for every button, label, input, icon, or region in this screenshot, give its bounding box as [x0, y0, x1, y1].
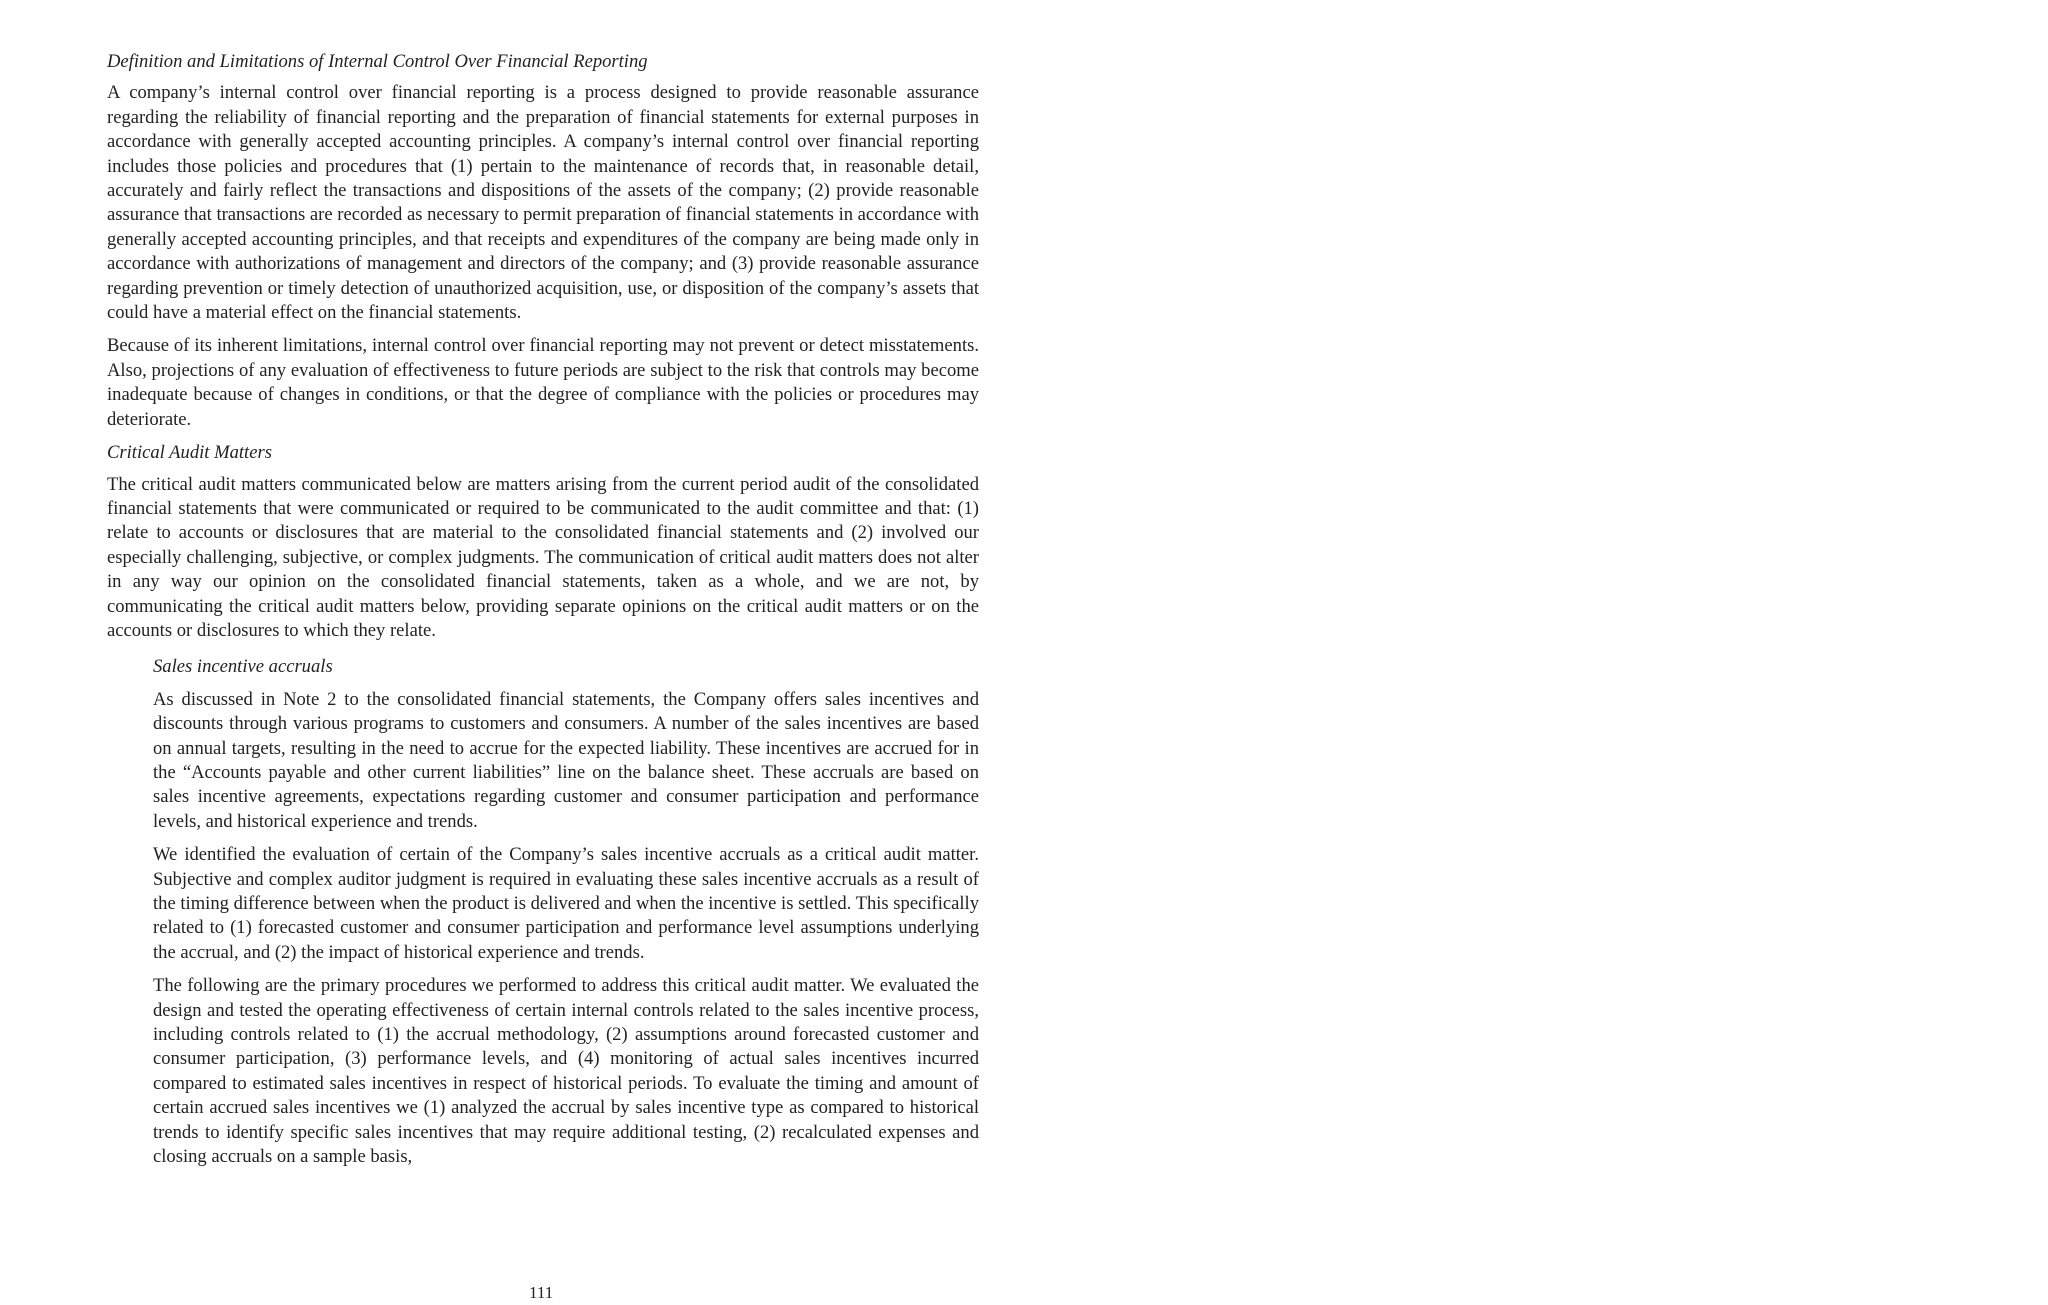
page-number: 111: [529, 1283, 554, 1302]
paragraph-inherent-limitations: Because of its inherent limitations, internal control over financial reporting may not prevent or detect misstatements. Also, projections of any evaluation of effectiveness to future periods are subject to the risk that controls may become inadequate because of changes in conditions, or that the degree of compliance with the policies or procedures may deteriorate.: [107, 335, 979, 430]
subsection-heading-sales-incentive-accruals: Sales incentive accruals: [153, 656, 333, 678]
section-heading-internal-control: Definition and Limitations of Internal Control Over Financial Reporting: [107, 51, 648, 72]
paragraph-sales-incentive-procedures: The following are the primary procedures we performed to address this critical audit matter. We evaluated the design and tested the operating effectiveness of certain internal controls related to the sales incentive process, including controls related to (1) the accrual methodology, (2) assumptions around forecasted customer and consumer participation, (3) performance levels, and (4) monitoring of actual sales incentives incurred compared to estimated sales incentives in respect of historical periods. To evaluate the timing and amount of certain accrued sales incentives we (1) analyzed the accrual by sales incentive type as compared to historical trends to identify specific sales incentives that may require additional testing, (2) recalculated expenses and closing accruals on a sample basis,: [153, 975, 979, 1168]
paragraph-sales-incentive-judgment: We identified the evaluation of certain of the Company’s sales incentive accruals as a critical audit matter. Subjective and complex auditor judgment is required in evaluating these sales incentive accruals as a result of the timing difference between when the product is delivered and when the incentive is settled. This specifically related to (1) forecasted customer and consumer participation and performance level assumptions underlying the accrual, and (2) the impact of historical experience and trends.: [153, 844, 979, 963]
section-heading-critical-audit-matters: Critical Audit Matters: [107, 442, 272, 464]
paragraph-sales-incentive-description: As discussed in Note 2 to the consolidated financial statements, the Company offers sales incentives and discounts through various programs to customers and consumers. A number of the sales incentives are based on annual targets, resulting in the need to accrue for the expected liability. These incentives are accrued for in the “Accounts payable and other current liabilities” line on the balance sheet. These accruals are based on sales incentive agreements, expectations regarding customer and consumer participation and performance levels, and historical experience and trends.: [153, 688, 979, 832]
document-body: [107, 50, 979, 1178]
paragraph-critical-audit-matters: The critical audit matters communicated below are matters arising from the current period audit of the consolidated financial statements that were communicated or required to be communicated to the audit committee and that: (1) relate to accounts or disclosures that are material to the consolidated financial statements and (2) involved our especially challenging, subjective, or complex judgments. The communication of critical audit matters does not alter in any way our opinion on the consolidated financial statements, taken as a whole, and we are not, by communicating the critical audit matters below, providing separate opinions on the critical audit matters or on the accounts or disclosures to which they relate.: [107, 473, 979, 641]
paragraph-internal-control-definition: A company’s internal control over financial reporting is a process designed to provide reasonable assurance regarding the reliability of financial reporting and the preparation of financial statements for external purposes in accordance with generally accepted accounting principles. A company’s internal control over financial reporting includes those policies and procedures that (1) pertain to the maintenance of records that, in reasonable detail, accurately and fairly reflect the transactions and dispositions of the assets of the company; (2) provide reasonable assurance that transactions are recorded as necessary to permit preparation of financial statements in accordance with generally accepted accounting principles, and that receipts and expenditures of the company are being made only in accordance with authorizations of management and directors of the company; and (3) provide reasonable assurance regarding prevention or timely detection of unauthorized acquisition, use, or disposition of the company’s assets that could have a material effect on the financial statements.: [107, 82, 979, 324]
